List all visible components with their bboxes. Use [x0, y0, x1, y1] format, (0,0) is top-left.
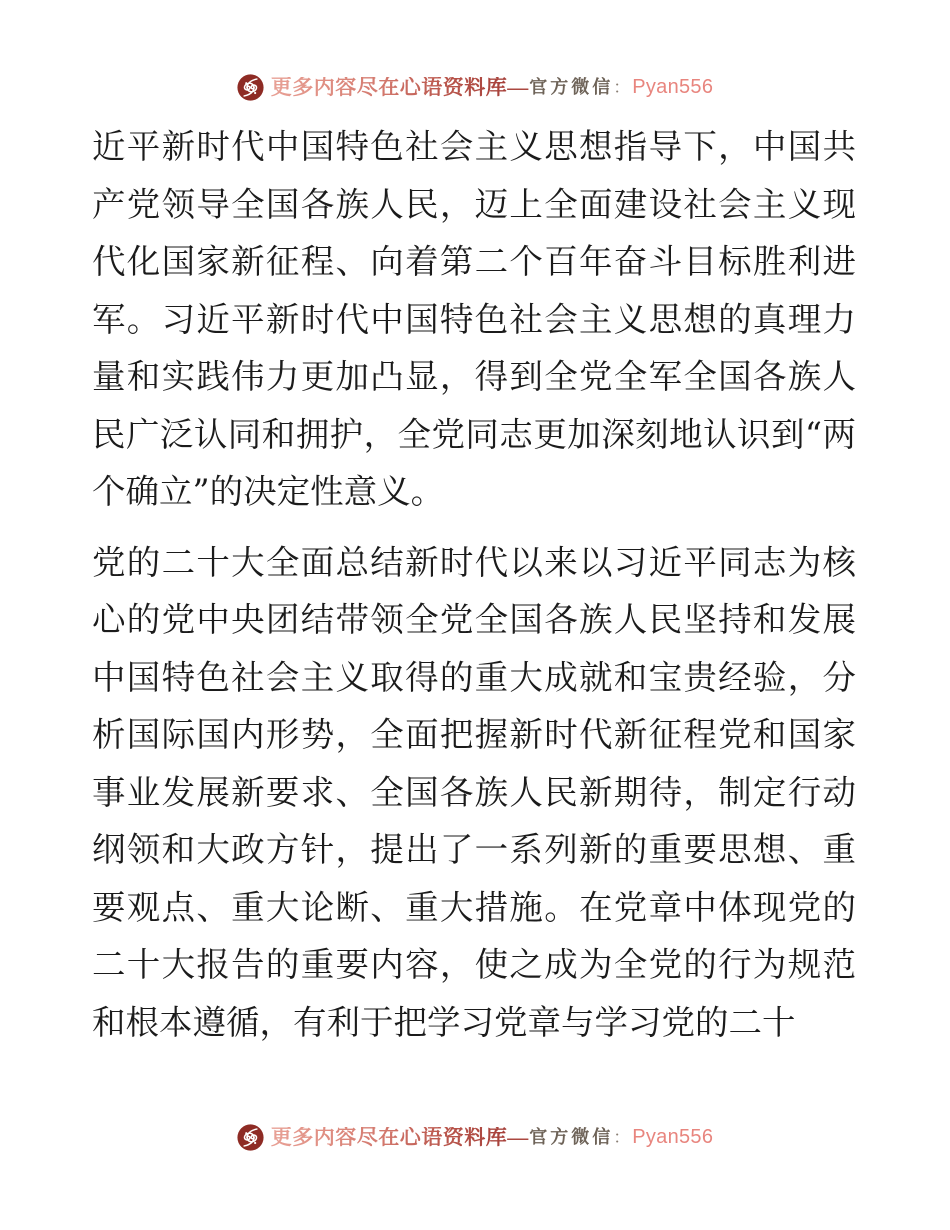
watermark-account-id: Pyan556	[632, 1126, 714, 1148]
paragraph-2: 党的二十大全面总结新时代以来以习近平同志为核心的党中央团结带领全党全国各族人民坚持和发展中国特色社会主义取得的重大成就和宝贵经验，分析国际国内形势，全面把握新时代新征程党和国家事业发展新要求、全国各族人民新期待，制定行动纲领和大政方针，提出了一系列新的重要思想、重要观点、重大论断、重大措施。在党章中体现党的二十大报告的重要内容，使之成为全党的行为规范和根本遵循，有利于把学习党章与学习党的二十	[92, 542, 856, 1042]
document-text-body	[92, 118, 856, 1051]
watermark-brand-text: 更多内容尽在心语资料库	[270, 74, 508, 99]
yin-yang-swirl-logo-icon	[237, 1124, 264, 1151]
watermark-channel-label: 官方微信	[529, 77, 614, 97]
watermark-colon: ：	[613, 1127, 631, 1147]
watermark-header	[0, 70, 950, 104]
watermark-colon: ：	[613, 77, 631, 97]
watermark-footer	[0, 1120, 950, 1154]
watermark-brand-text: 更多内容尽在心语资料库	[270, 1124, 508, 1149]
watermark-dash: —	[507, 74, 529, 99]
yin-yang-swirl-logo-icon	[237, 74, 264, 101]
watermark-channel-label: 官方微信	[529, 1127, 614, 1147]
watermark-account-id: Pyan556	[632, 76, 714, 98]
watermark-dash: —	[507, 1124, 529, 1149]
paragraph-1: 近平新时代中国特色社会主义思想指导下，中国共产党领导全国各族人民，迈上全面建设社会主义现代化国家新征程、向着第二个百年奋斗目标胜利进军。习近平新时代中国特色社会主义思想的真理力量和实践伟力更加凸显，得到全党全军全国各族人民广泛认同和拥护，全党同志更加深刻地认识到“两个确立”的决定性意义。	[92, 127, 856, 511]
